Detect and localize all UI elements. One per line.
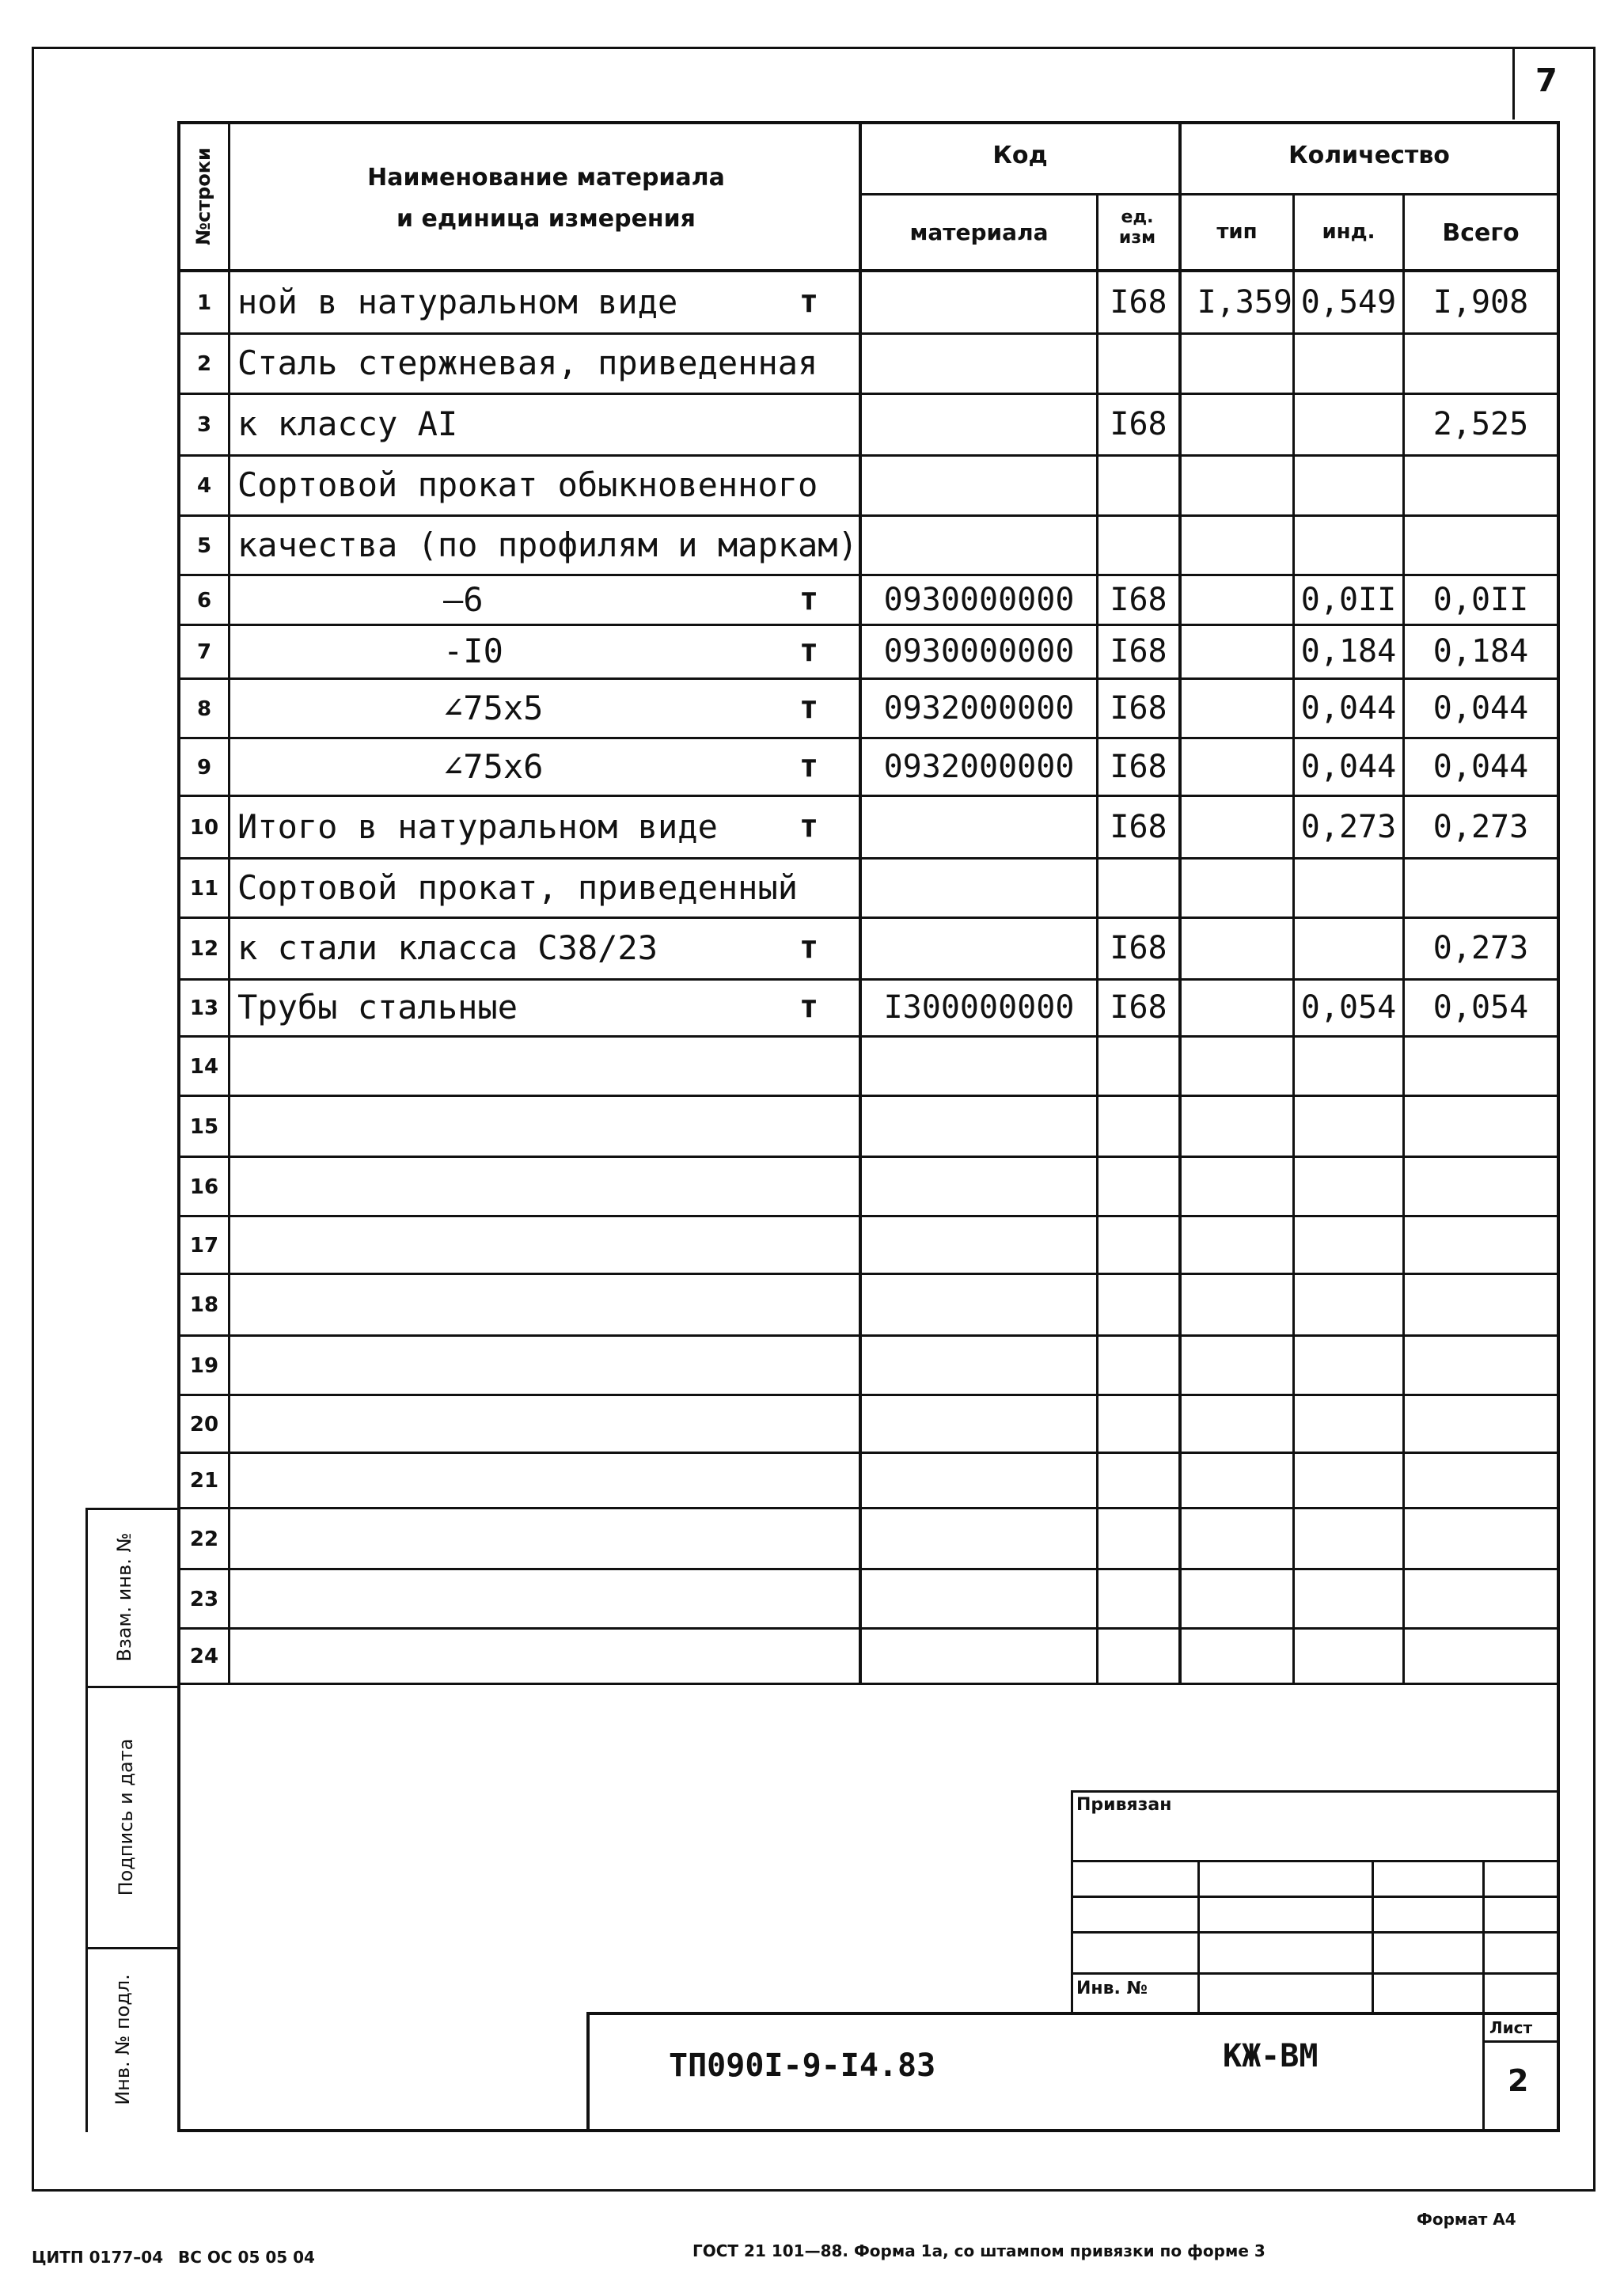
stamp-sheet-divider [1482, 2040, 1560, 2043]
table-top [177, 121, 1560, 124]
col-line-type [1292, 193, 1295, 1684]
row-name: ∠75x6 [443, 746, 544, 786]
table-row-line [180, 1627, 1560, 1630]
side-label-inv: Инв. № подл. [112, 1974, 134, 2105]
row-unit-code: I68 [1110, 930, 1167, 966]
row-number: 12 [189, 937, 219, 961]
row-name: Сортовой прокат обыкновенного [237, 465, 818, 504]
stamp-grid-h4 [1071, 1972, 1560, 1975]
row-qty-total: I,908 [1432, 284, 1529, 321]
row-qty-total: 0,054 [1432, 989, 1529, 1026]
row-number: 8 [196, 696, 212, 721]
row-unit: т [799, 283, 819, 320]
row-unit: т [799, 807, 819, 844]
row-qty-ind: 0,549 [1300, 284, 1397, 321]
row-number: 21 [189, 1469, 219, 1493]
row-unit-code: I68 [1110, 808, 1167, 845]
row-qty-total: 2,525 [1432, 406, 1529, 442]
stamp-title-left [586, 2012, 590, 2132]
stamp-privyazan-label: Привязан [1076, 1795, 1172, 1815]
frame-top [32, 47, 1596, 49]
row-unit-code: I68 [1110, 633, 1167, 670]
row-name: качества (по профилям и маркам) [237, 525, 858, 564]
row-qty-ind: 0,184 [1300, 633, 1397, 670]
row-number: 5 [196, 533, 212, 558]
stamp-privyazan-left [1071, 1790, 1073, 2012]
col-line-qty [1178, 121, 1182, 1684]
row-name: –6 [443, 579, 484, 619]
row-unit: т [799, 580, 819, 617]
row-number: 14 [189, 1054, 219, 1079]
row-qty-total: 0,044 [1432, 689, 1529, 727]
row-number: 9 [196, 755, 212, 780]
row-number: 6 [196, 588, 212, 613]
stamp-sheet-number: 2 [1508, 2063, 1529, 2098]
row-qty-ind: 0,273 [1300, 808, 1397, 845]
footer-right: ГОСТ 21 101—88. Форма 1а, со штампом привязки по форме 3 [692, 2241, 1265, 2260]
table-row-line [180, 1683, 1560, 1685]
row-qty-total: 0,273 [1432, 930, 1529, 966]
table-row-line [180, 393, 1560, 395]
row-name: -I0 [443, 632, 503, 670]
row-name: ной в натуральном виде [237, 283, 678, 321]
table-row-line [180, 1215, 1560, 1217]
row-number: 2 [196, 352, 212, 376]
row-name: к стали класса С38/23 [237, 928, 658, 967]
row-number: 4 [196, 474, 212, 498]
col-line-code [859, 121, 862, 1684]
stamp-grid-v3 [1482, 1860, 1485, 2132]
stamp-grid-v1 [1197, 1860, 1200, 2012]
row-unit: т [799, 929, 819, 966]
table-row-line [180, 1273, 1560, 1275]
header-sub-divider [859, 193, 1560, 195]
col-line-rownum [228, 121, 230, 1684]
table-bottom [177, 2129, 1560, 2132]
stamp-privyazan-top [1071, 1790, 1560, 1793]
page-number: 7 [1535, 63, 1558, 99]
stamp-grid-h1 [1071, 1860, 1560, 1862]
row-number: 11 [189, 876, 219, 901]
side-block-left [85, 1508, 88, 2132]
stamp-grid-h2 [1071, 1896, 1560, 1898]
table-row-line [180, 677, 1560, 680]
page-number-box-right [1593, 47, 1596, 2192]
row-number: 18 [189, 1293, 219, 1317]
table-row-line [180, 1035, 1560, 1038]
row-number: 20 [189, 1412, 219, 1436]
row-qty-total: 0,044 [1432, 748, 1529, 785]
stamp-mark: КЖ-ВМ [1223, 2038, 1319, 2074]
table-row-line [180, 332, 1560, 335]
row-unit: т [799, 989, 819, 1025]
header-quantity: Количество [1288, 142, 1450, 169]
page-number-box-left [1512, 47, 1515, 120]
stamp-grid-v2 [1372, 1860, 1374, 2012]
row-number: 17 [189, 1233, 219, 1258]
stamp-title-top [586, 2012, 1560, 2015]
row-qty-ind: 0,0II [1300, 581, 1397, 618]
row-code: 0930000000 [883, 581, 1075, 618]
table-row-line [180, 574, 1560, 576]
row-qty-ind: 0,054 [1300, 989, 1397, 1026]
row-number: 1 [196, 291, 212, 315]
row-qty-ind: 0,044 [1300, 689, 1397, 727]
header-name-line2: и единица измерения [397, 205, 696, 233]
table-row-line [180, 1568, 1560, 1570]
row-number: 7 [196, 640, 212, 664]
row-number: 10 [189, 815, 219, 840]
row-code: 0930000000 [883, 633, 1075, 670]
footer-left: ЦИТП 0177–04 [32, 2248, 164, 2267]
side-label-vzam: Взам. инв. № [113, 1532, 135, 1662]
row-qty-type: I,359 [1197, 284, 1292, 321]
row-name: Трубы стальные [237, 988, 518, 1027]
header-qty-ind: инд. [1322, 220, 1375, 244]
table-row-line [180, 917, 1560, 919]
table-row-line [180, 514, 1560, 517]
row-unit-code: I68 [1110, 406, 1167, 442]
header-qty-type: тип [1216, 220, 1258, 244]
row-qty-total: 0,184 [1432, 633, 1529, 670]
footer-left2: ВС ОС 05 05 04 [178, 2248, 315, 2267]
row-number: 13 [189, 996, 219, 1020]
row-unit: т [799, 632, 819, 669]
stamp-grid-h3 [1071, 1931, 1560, 1934]
stamp-inv-label: Инв. № [1076, 1979, 1148, 1998]
table-row-line [180, 624, 1560, 626]
row-name: Сталь стержневая, приведенная [237, 343, 818, 382]
header-code: Код [992, 142, 1048, 169]
table-row-line [180, 1507, 1560, 1509]
row-code: I300000000 [883, 989, 1075, 1026]
side-label-podpis: Подпись и дата [115, 1738, 137, 1896]
row-unit: т [799, 689, 819, 726]
table-row-line [180, 1156, 1560, 1158]
row-name: ∠75x5 [443, 688, 544, 727]
table-row-line [180, 1095, 1560, 1097]
row-number: 23 [189, 1587, 219, 1611]
row-name: к классу AI [237, 404, 458, 443]
row-number: 19 [189, 1353, 219, 1378]
frame-bottom [32, 2189, 1596, 2192]
side-block-divider-1 [85, 1686, 179, 1688]
row-code: 0932000000 [883, 689, 1075, 727]
row-name: Сортовой прокат, приведенный [237, 867, 799, 907]
row-unit-code: I68 [1110, 689, 1167, 727]
stamp-doc-code: ТП090I-9-I4.83 [669, 2047, 936, 2084]
row-unit-code: I68 [1110, 748, 1167, 785]
header-code-unit: ед. изм [1118, 207, 1156, 248]
row-qty-total: 0,273 [1432, 808, 1529, 845]
row-number: 15 [189, 1114, 219, 1139]
table-row-line [180, 795, 1560, 797]
header-code-material: материала [909, 219, 1049, 245]
row-qty-total: 0,0II [1432, 581, 1529, 618]
row-unit-code: I68 [1110, 284, 1167, 321]
table-row-line [180, 1452, 1560, 1454]
header-bottom [177, 269, 1560, 272]
row-qty-ind: 0,044 [1300, 748, 1397, 785]
row-number: 16 [189, 1175, 219, 1199]
row-code: 0932000000 [883, 748, 1075, 785]
row-unit-code: I68 [1110, 581, 1167, 618]
table-row-line [180, 1334, 1560, 1337]
table-row-line [180, 857, 1560, 860]
row-name: Итого в натуральном виде [237, 806, 718, 846]
table-row-line [180, 1394, 1560, 1396]
footer-format: Формат А4 [1417, 2210, 1516, 2229]
table-row-line [180, 978, 1560, 981]
stamp-sheet-label: Лист [1489, 2018, 1533, 2037]
table-row-line [180, 737, 1560, 739]
row-number: 3 [196, 413, 212, 437]
table-row-line [180, 454, 1560, 457]
frame-left [32, 47, 34, 2192]
header-qty-total: Всего [1442, 219, 1520, 247]
row-unit: т [799, 747, 819, 784]
row-number: 24 [189, 1645, 219, 1668]
row-unit-code: I68 [1110, 989, 1167, 1026]
row-number: 22 [189, 1527, 219, 1551]
header-name-line1: Наименование материала [367, 164, 725, 192]
table-right [1557, 121, 1560, 2131]
header-row-number: №строки [192, 147, 214, 245]
